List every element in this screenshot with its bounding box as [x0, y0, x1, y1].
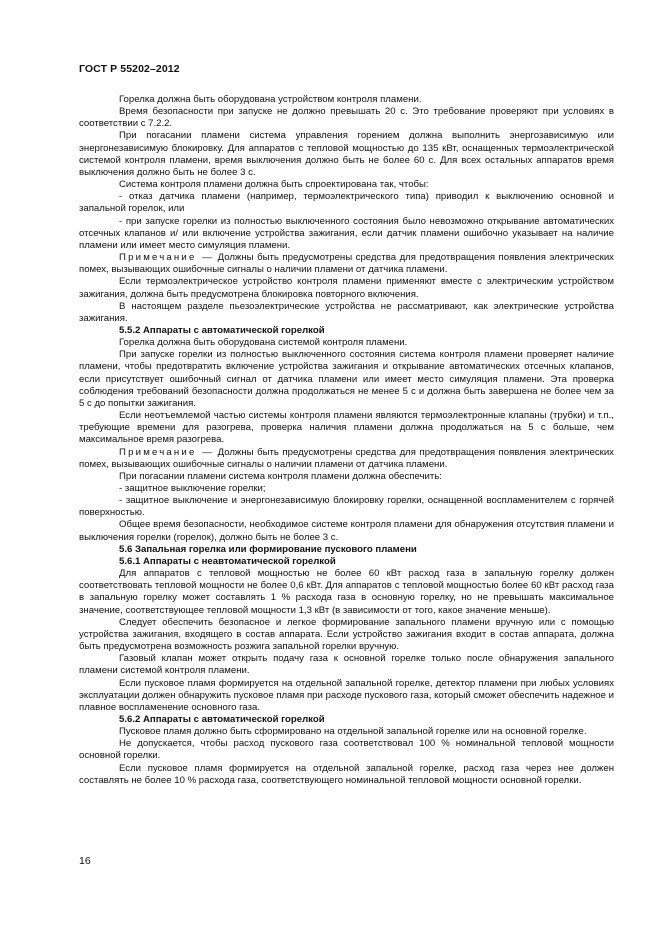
paragraph-pilot-ignition: Следует обеспечить безопасное и легкое формирование запального пламени вручную или с помощью устройства зажигания, входящего в состав аппарата. Если устройство зажигания входит в состав аппарата, должна быть предусмотрена возможность розжига запальной горелки вручную.: [79, 616, 614, 653]
paragraph-piezo-exclusion: В настоящем разделе пьезоэлектрические устройства не рассматривают, как электрические устройства зажигания.: [79, 300, 614, 324]
note-label: Примечание —: [119, 252, 215, 264]
paragraph-flame-control-required: Горелка должна быть оборудована устройством контроля пламени.: [119, 94, 422, 105]
paragraph-gas-valve-open: Газовый клапан может открыть подачу газа к основной горелке только после обнаружения запального пламени системой контроля пламени.: [79, 653, 614, 677]
paragraph-start-flame-location: Пусковое пламя должно быть сформировано на отдельной запальной горелке или на основной горелке.: [119, 726, 587, 738]
section-heading-5-6-1: 5.6.1 Аппараты с неавтоматической горелкой: [119, 555, 336, 567]
note-electrical-interference-1: [79, 252, 614, 276]
document-body: [79, 94, 614, 787]
paragraph-auto-flame-control: Горелка должна быть оборудована системой контроля пламени.: [119, 337, 408, 349]
paragraph-safety-time-start: Время безопасности при запуске не должно превышать 20 с. Это требование проверяют при условиях в соответствии с 7.2.2.: [79, 106, 614, 130]
list-item-hot-surface-lockout: - защитное выключение и энергонезависимую блокировку горелки, оснащенной воспламенителем с горячей поверхностью.: [79, 495, 614, 519]
list-item-sensor-failure: - отказ датчика пламени (например, термоэлектрического типа) приводил к выключению основной и запальной горелок, или: [79, 191, 614, 215]
section-heading-5-6: 5.6 Запальная горелка или формирование пускового пламени: [119, 543, 417, 555]
section-heading-5-5-2: 5.5.2 Аппараты с автоматической горелкой: [119, 324, 325, 336]
note-text: Должны быть предусмотрены средства для предотвращения появления электрических помех, вызывающих ошибочные сигналы о наличии пламени от датчика пламени.: [79, 446, 614, 470]
paragraph-startup-flame-check: При запуске горелки из полностью выключенного состояния система контроля пламени проверяет наличие пламени, чтобы предотвратить включение устройства зажигания и открывание автоматических отсечных клапанов, если присутствует ошибочный сигнал от датчика пламени или имеет место симуляция пламени. Эта проверка соблюдения требований безопасности должна продолжаться не менее 5 с и должна быть завершена не более чем за 5 с до попытки зажигания.: [79, 349, 614, 409]
note-text: Должны быть предусмотрены средства для предотвращения появления электрических помех, вызывающих ошибочные сигналы о наличии пламени от датчика пламени.: [79, 252, 614, 276]
paragraph-warmup-time: Если неотъемлемой частью системы контроля пламени являются термоэлектронные клапаны (трубки) и т.п., требующие времени для разогрева, проверка наличия пламени должна продолжаться на 5 с больше, чем максимальное время разогрева.: [79, 410, 614, 446]
paragraph-total-safety-time: Общее время безопасности, необходимое системе контроля пламени для обнаружения отсутствия пламени и выключения горелки (горелок), должно быть не более 3 с.: [79, 519, 614, 543]
note-electrical-interference-2: [79, 447, 614, 471]
paragraph-pilot-gas-flow: Для аппаратов с тепловой мощностью не более 60 кВт расход газа в запальную горелку должен соответствовать тепловой мощности не более 0,6 кВт. Для аппаратов с тепловой мощностью более 60 кВт расход газа в запальную горелку может составлять 1 % расхода газа в основную горелку, но не превышать максимальное значение, соответствующее тепловой мощности 1,3 кВт (в зависимости от того, какое значение меньше).: [79, 568, 614, 616]
paragraph-pilot-flame-detection: Если пусковое пламя формируется на отдельной запальной горелке, детектор пламени при любых условиях эксплуатации должен обнаружить пусковое пламя при расходе пускового газа, который сможет обеспечить надежное и плавное воспламенение основного газа.: [79, 677, 614, 713]
section-heading-5-6-2: 5.6.2 Аппараты с автоматической горелкой: [119, 713, 325, 725]
paragraph-flame-failure-lockout: При погасании пламени система управления горением должна выполнить энергозависимую или энергонезависимую блокировку. Для аппаратов с тепловой мощностью до 135 кВт, оснащенных термоэлектрической системой контроля пламени, время выключения должно быть не более 60 с. Для всех остальных аппаратов время выключения должно быть не более 3 с.: [79, 130, 614, 178]
document-header-standard-id: ГОСТ Р 55202–2012: [79, 63, 180, 75]
page-number: 16: [79, 855, 91, 867]
note-label: Примечание —: [119, 446, 215, 458]
paragraph-flame-control-design: Система контроля пламени должна быть спроектирована так, чтобы:: [119, 179, 429, 191]
paragraph-pilot-gas-ten-percent: Если пусковое пламя формируется на отдельной запальной горелке, расход газа через нее должен составлять не более 10 % расхода газа, соответствующего номинальной тепловой мощности основной горелки.: [79, 762, 614, 786]
list-item-startup-interlock: - при запуске горелки из полностью выключенного состояния было невозможно открывание автоматических отсечных клапанов и/ или включение устройства зажигания, если датчик пламени ошибочно указывает на наличие пламени или имеет место симуляция пламени.: [79, 215, 614, 251]
paragraph-start-gas-limit: Не допускается, чтобы расход пускового газа соответствовал 100 % номинальной тепловой мощности основной горелки.: [79, 738, 614, 762]
paragraph-thermoelectric-interlock: Если термоэлектрическое устройство контроля пламени применяют вместе с электрическим устройством зажигания, должна быть предусмотрена блокировка повторного включения.: [79, 276, 614, 300]
list-item-safety-shutdown: - защитное выключение горелки;: [119, 483, 266, 494]
paragraph-flame-loss-actions: При погасании пламени система контроля пламени должна обеспечить:: [119, 470, 442, 482]
